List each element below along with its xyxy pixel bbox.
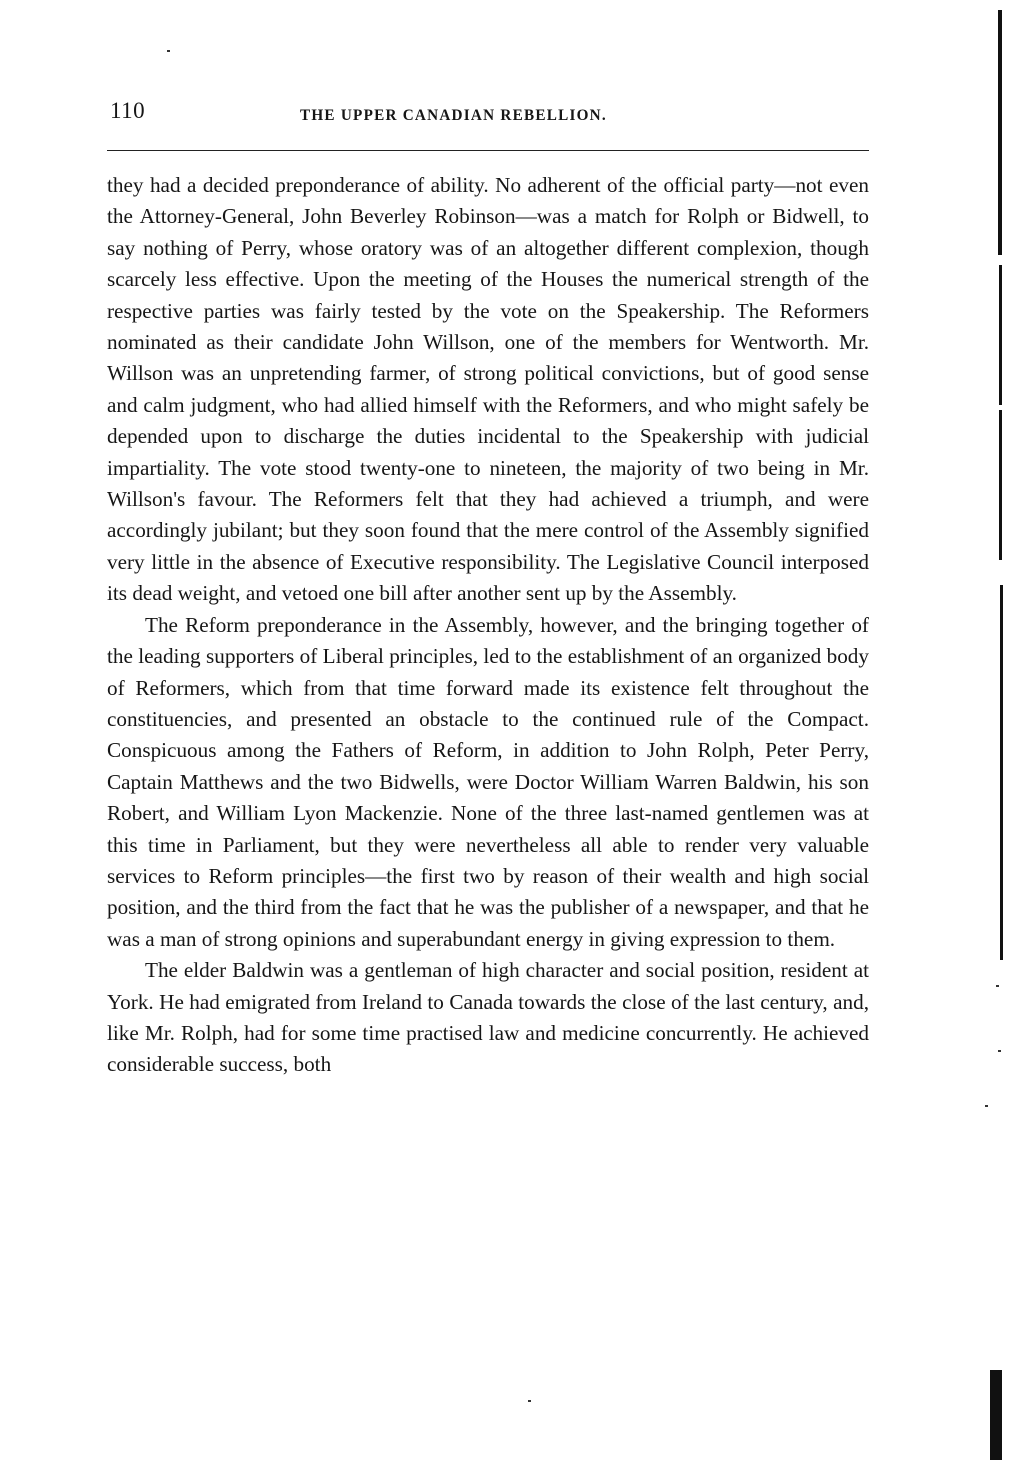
scan-edge-mark bbox=[999, 410, 1002, 560]
body-text bbox=[107, 170, 869, 1081]
scan-edge-mark bbox=[999, 265, 1002, 405]
scan-speck bbox=[985, 1105, 988, 1107]
paragraph-1: they had a decided preponderance of ability. No adherent of the official party—not even the Attorney-General, John Beverley Robinson—was a match for Rolph or Bidwell, to say nothing of Perry, whose oratory was of an altogether different complexion, though scarcely less effective. Upon the meeting of the Houses the numerical strength of the respective parties was fairly tested by the vote on the Speakership. The Reformers nominated as their candidate John Willson, one of the members for Wentworth. Mr. Willson was an unpretending farmer, of strong political convictions, but of good sense and calm judgment, who had allied himself with the Reformers, and who might safely be depended upon to discharge the duties incidental to the Speakership with judicial impartiality. The vote stood twenty-one to nineteen, the majority of two being in Mr. Willson's favour. The Reformers felt that they had achieved a triumph, and were accordingly jubilant; but they soon found that the mere control of the Assembly signified very little in the absence of Executive responsibility. The Legislative Council interposed its dead weight, and vetoed one bill after another sent up by the Assembly. bbox=[107, 173, 869, 606]
scan-edge-mark bbox=[1000, 585, 1003, 960]
scan-speck bbox=[167, 50, 170, 52]
scan-edge-mark bbox=[998, 10, 1002, 255]
scan-speck bbox=[528, 1400, 531, 1402]
running-title: THE UPPER CANADIAN REBELLION. bbox=[300, 107, 607, 124]
header-rule bbox=[107, 150, 869, 151]
paragraph-3: The elder Baldwin was a gentleman of high character and social position, resident at York. He had emigrated from Ireland to Canada towards the close of the last century, and, like Mr. Rolph, had for some time practised law and medicine concurrently. He achieved considerable success, both bbox=[107, 958, 869, 1077]
scan-speck bbox=[998, 1050, 1001, 1052]
page-number: 110 bbox=[110, 98, 146, 123]
paragraph-2: The Reform preponderance in the Assembly, however, and the bringing together of the leading supporters of Liberal principles, led to the establishment of an organized body of Reformers, which from that time forward made its existence felt throughout the constituencies, and presented an obstacle to the continued rule of the Compact. Conspicuous among the Fathers of Reform, in addition to John Rolph, Peter Perry, Captain Matthews and the two Bidwells, were Doctor William Warren Baldwin, his son Robert, and William Lyon Mackenzie. None of the three last-named gentlemen was at this time in Parliament, but they were nevertheless all able to render very valuable services to Reform principles—the first two by reason of their wealth and high social position, and the third from the fact that he was the publisher of a newspaper, and that he was a man of strong opinions and superabundant energy in giving expression to them. bbox=[107, 612, 869, 951]
scan-edge-mark bbox=[990, 1370, 1002, 1460]
scan-speck bbox=[996, 985, 999, 987]
